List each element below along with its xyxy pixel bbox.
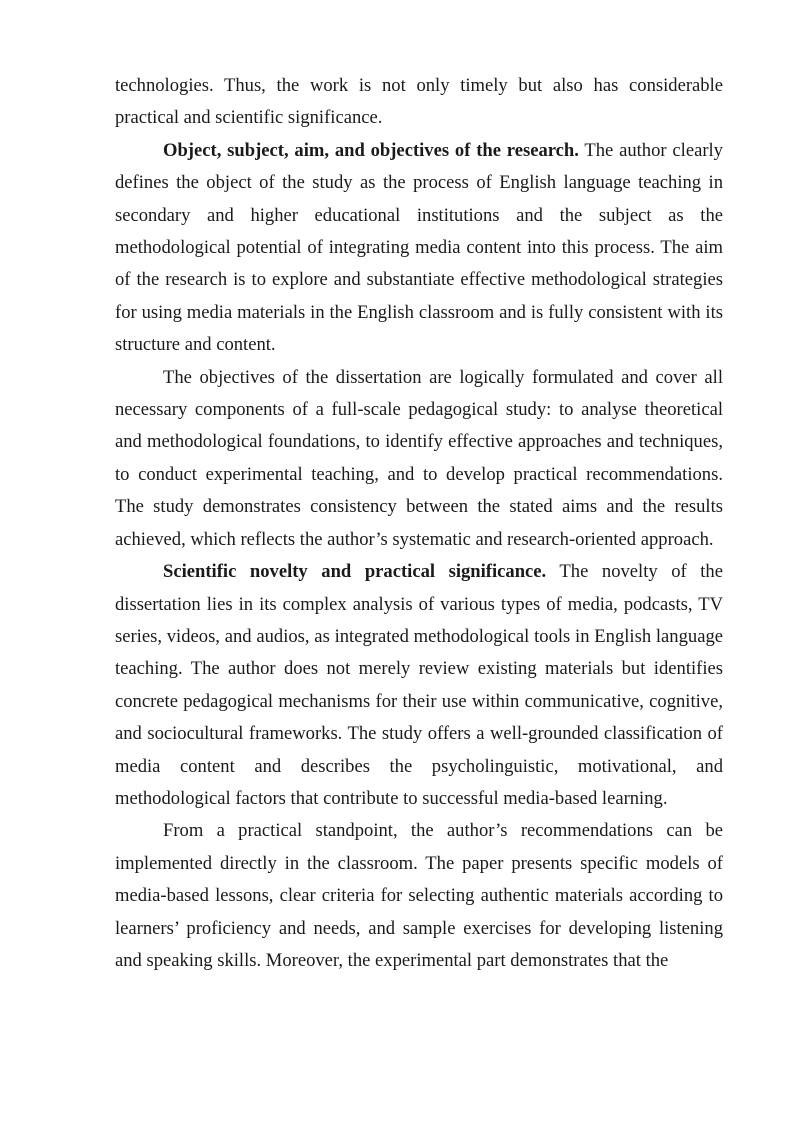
paragraph-4-text: The novelty of the dissertation lies in its complex analysis of various types of media, podcasts, TV series, videos, and audios, as integrated methodological tools in English language teaching. The author does not merely review existing materials but identifies concrete pedagogical mechanisms for their use within communicative, cognitive, and sociocultural frameworks. The study offers a well-grounded classification of media content and describes the psycholinguistic, motivational, and methodological factors that contribute to successful media-based learning.	[115, 561, 723, 809]
section-heading-object-subject: Object, subject, aim, and objectives of the research.	[163, 139, 579, 161]
paragraph-1-text: technologies. Thus, the work is not only timely but also has considerable practical and scientific significance.	[115, 75, 723, 129]
document-page	[115, 70, 723, 977]
paragraph-2-text: The author clearly defines the object of the study as the process of English language teaching in secondary and higher educational institutions and the subject as the methodological potential of integrating media content into this process. The aim of the research is to explore and substantiate effective methodological strategies for using media materials in the English classroom and is fully consistent with its structure and content.	[115, 139, 723, 356]
paragraph-3	[115, 362, 723, 556]
paragraph-2	[115, 135, 723, 362]
paragraph-5	[115, 815, 723, 977]
paragraph-5-text: From a practical standpoint, the author’s recommendations can be implemented directly in the classroom. The paper presents specific models of media-based lessons, clear criteria for selecting authentic materials according to learners’ proficiency and needs, and sample exercises for developing listening and speaking skills. Moreover, the experimental part demonstrates that the	[115, 820, 723, 971]
paragraph-1	[115, 70, 723, 135]
paragraph-4	[115, 556, 723, 815]
section-heading-novelty: Scientific novelty and practical significance.	[163, 561, 547, 583]
paragraph-3-text: The objectives of the dissertation are logically formulated and cover all necessary components of a full-scale pedagogical study: to analyse theoretical and methodological foundations, to identify effective approaches and techniques, to conduct experimental teaching, and to develop practical recommendations. The study demonstrates consistency between the stated aims and the results achieved, which reflects the author’s systematic and research-oriented approach.	[115, 366, 723, 550]
